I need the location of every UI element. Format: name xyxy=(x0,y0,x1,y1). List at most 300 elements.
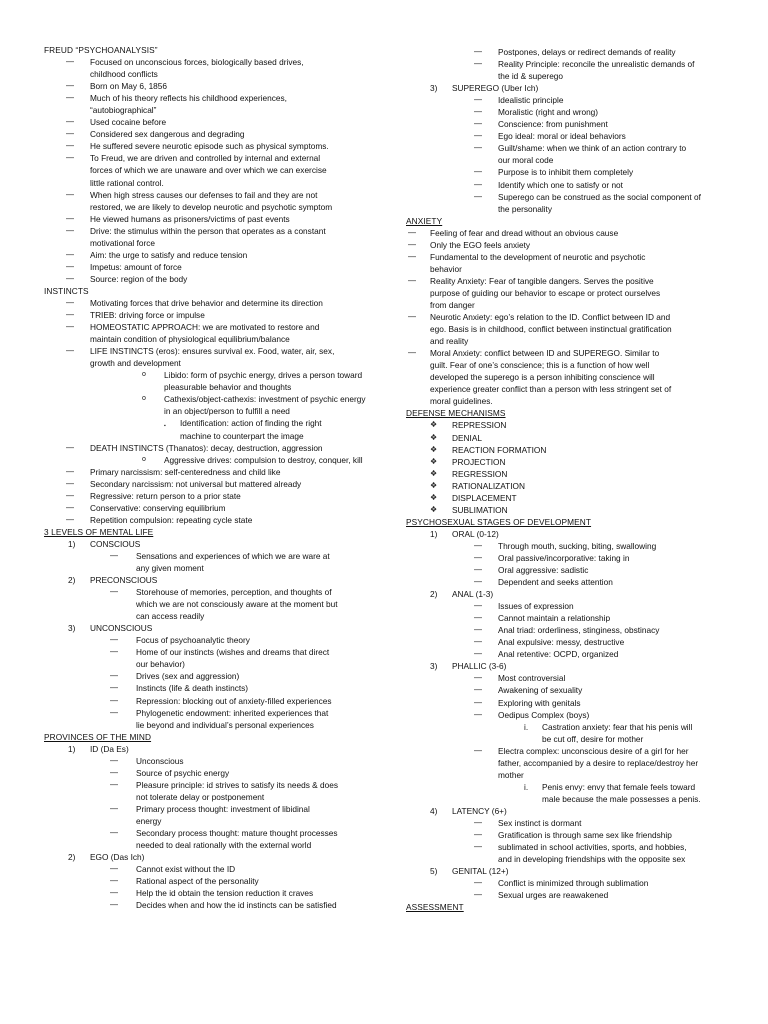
left-column xyxy=(44,44,394,911)
list-marker: — xyxy=(474,830,482,840)
list-item-text: REPRESSION xyxy=(452,420,507,431)
list-item-line xyxy=(44,670,394,682)
list-item-line xyxy=(406,745,728,757)
list-item-text: Postpones, delays or redirect demands of reality xyxy=(498,47,676,57)
diamond-bullet-icon: ❖ xyxy=(430,444,438,454)
list-item-text: father, accompanied by a desire to replace/destroy her xyxy=(498,757,699,768)
list-item-line xyxy=(406,94,728,106)
list-item-line xyxy=(44,839,394,851)
list-item-line xyxy=(406,624,728,636)
list-item-text: PROJECTION xyxy=(452,456,506,467)
list-item-text: Identify which one to satisfy or not xyxy=(498,179,623,190)
list-item-line xyxy=(44,791,394,803)
list-marker: — xyxy=(66,117,74,127)
list-marker: — xyxy=(474,552,482,562)
list-item-line xyxy=(44,803,394,815)
list-item-line xyxy=(44,225,394,237)
list-item-text: Conscience: from punishment xyxy=(498,119,608,130)
list-item-text: Idealistic principle xyxy=(498,95,564,106)
list-item-text: Issues of expression xyxy=(498,601,574,612)
list-marker: — xyxy=(66,478,74,488)
list-item-line xyxy=(44,695,394,707)
list-item-line xyxy=(44,333,394,345)
list-item-line xyxy=(44,213,394,225)
list-marker: — xyxy=(66,490,74,500)
list-marker: — xyxy=(110,671,118,681)
list-marker: — xyxy=(66,310,74,320)
list-item-text: UNCONSCIOUS xyxy=(90,623,153,634)
list-item-line xyxy=(44,189,394,201)
list-marker: — xyxy=(110,876,118,886)
list-item-text: DEATH INSTINCTS (Thanatos): decay, destruction, aggression xyxy=(90,442,323,453)
list-item-text: Only the EGO feels anxiety xyxy=(430,239,531,250)
list-item-text: Pleasure principle: id strives to satisfy its needs & does xyxy=(136,779,338,790)
section-heading: ANXIETY xyxy=(406,215,443,226)
list-marker: — xyxy=(474,745,482,755)
list-item-text: Most controversial xyxy=(498,673,566,684)
list-item-line xyxy=(44,454,394,466)
list-item-text: forces of which we are unaware and over which we can exercise xyxy=(90,165,327,176)
list-item-text: Reality Principle: reconcile the unrealistic demands of xyxy=(498,59,695,70)
list-item-text: Focus of psychoanalytic theory xyxy=(136,635,250,646)
list-item-text: Anal expulsive: messy, destructive xyxy=(498,637,625,648)
list-item-text: Sensations and experiences of which we are ware at xyxy=(136,550,330,561)
list-marker: — xyxy=(474,613,482,623)
section-heading: DEFENSE MECHANISMS xyxy=(406,408,506,419)
list-marker: — xyxy=(408,348,416,358)
list-item-text: not tolerate delay or postponement xyxy=(136,791,265,802)
list-item-text: lie beyond and individual’s personal experiences xyxy=(136,719,314,730)
list-marker: — xyxy=(66,502,74,512)
section-heading: FREUD “PSYCHOANALYSIS” xyxy=(44,45,158,55)
list-marker: 3) xyxy=(68,623,76,634)
list-item-text: He suffered severe neurotic episode such as physical symptoms. xyxy=(90,141,329,152)
list-item-text: in an object/person to fulfill a need xyxy=(164,406,290,417)
diamond-bullet-icon: ❖ xyxy=(430,468,438,478)
list-item-line xyxy=(44,237,394,249)
list-item-line xyxy=(406,672,728,684)
list-item-line xyxy=(406,58,728,70)
list-marker: — xyxy=(474,601,482,611)
list-marker: — xyxy=(474,697,482,707)
list-item-text: Storehouse of memories, perception, and thoughts of xyxy=(136,587,332,598)
list-marker: — xyxy=(474,878,482,888)
list-item-line xyxy=(44,128,394,140)
list-item-line xyxy=(406,239,728,251)
list-item-text: Rational aspect of the personality xyxy=(136,876,259,887)
list-item-line xyxy=(44,140,394,152)
list-marker: — xyxy=(110,864,118,874)
list-item-line xyxy=(44,249,394,261)
list-item-text: Exploring with genitals xyxy=(498,697,581,708)
list-item-text: Much of his theory reflects his childhood experiences, xyxy=(90,93,287,104)
list-item-text: Aggressive drives: compulsion to destroy, conquer, kill xyxy=(164,454,363,465)
list-item-line xyxy=(406,142,728,154)
list-marker: — xyxy=(110,888,118,898)
list-marker: 5) xyxy=(430,866,438,877)
list-item-text: Moral Anxiety: conflict between ID and SUPEREGO. Similar to xyxy=(430,348,660,359)
list-marker: — xyxy=(474,59,482,69)
list-marker: — xyxy=(408,275,416,285)
list-item-text: He viewed humans as prisoners/victims of past events xyxy=(90,213,290,224)
list-item-line xyxy=(44,309,394,321)
list-marker: — xyxy=(474,540,482,550)
list-marker: — xyxy=(110,767,118,777)
list-marker: — xyxy=(474,649,482,659)
list-item-line xyxy=(44,345,394,357)
list-item-text: pleasurable behavior and thoughts xyxy=(164,382,292,393)
list-item-text: Gratification is through same sex like friendship xyxy=(498,830,672,841)
list-item-text: ego. Basis is in childhood, conflict between instinctual gratification xyxy=(430,324,672,335)
list-item-line xyxy=(44,273,394,285)
list-item-line xyxy=(406,877,728,889)
list-item-text: Purpose is to inhibit them completely xyxy=(498,167,634,178)
list-marker: 1) xyxy=(68,538,76,549)
list-item-text: Focused on unconscious forces, biologically based drives, xyxy=(90,57,304,68)
list-item-line xyxy=(406,805,728,817)
list-item-line xyxy=(406,781,728,793)
list-item-line xyxy=(406,889,728,901)
section-heading: PROVINCES OF THE MIND xyxy=(44,731,152,742)
list-marker: — xyxy=(66,261,74,271)
list-marker: 2) xyxy=(430,589,438,600)
list-item-text: any given moment xyxy=(136,563,204,574)
list-item-text: mother xyxy=(498,769,524,780)
list-item-line xyxy=(44,92,394,104)
list-marker: 3) xyxy=(430,83,438,94)
list-item-line xyxy=(406,588,728,600)
list-item-text: Cannot maintain a relationship xyxy=(498,613,611,624)
list-marker: — xyxy=(110,635,118,645)
list-marker: — xyxy=(474,143,482,153)
list-marker: — xyxy=(110,647,118,657)
list-item-line xyxy=(44,466,394,478)
list-item-line xyxy=(44,851,394,863)
list-item-line xyxy=(406,299,728,311)
diamond-bullet-icon: ❖ xyxy=(430,456,438,466)
list-item-text: Oedipus Complex (boys) xyxy=(498,709,590,720)
list-marker: — xyxy=(66,442,74,452)
list-item-text: Libido: form of psychic energy, drives a person toward xyxy=(164,370,363,381)
list-marker: — xyxy=(66,189,74,199)
list-item-line xyxy=(44,297,394,309)
list-item-line xyxy=(44,104,394,116)
list-item-line xyxy=(406,419,728,431)
diamond-bullet-icon: ❖ xyxy=(430,432,438,442)
list-item-text: machine to counterpart the image xyxy=(180,430,304,441)
section-heading: 3 LEVELS OF MENTAL LIFE xyxy=(44,526,154,537)
list-item-line xyxy=(406,251,728,263)
list-item-line xyxy=(44,743,394,755)
list-item-text: ORAL (0-12) xyxy=(452,528,499,539)
list-item-line xyxy=(44,369,394,381)
list-item-line xyxy=(406,865,728,877)
list-item-line xyxy=(44,634,394,646)
list-item-line xyxy=(44,767,394,779)
list-item-text: Home of our instincts (wishes and dreams that direct xyxy=(136,647,330,658)
list-item-line xyxy=(406,118,728,130)
list-item-line xyxy=(406,154,728,166)
list-item-text: Neurotic Anxiety: ego’s relation to the ID. Conflict between ID and xyxy=(430,312,671,323)
list-item-line xyxy=(406,721,728,733)
list-item-line xyxy=(44,116,394,128)
list-item-line xyxy=(44,598,394,610)
list-item-line xyxy=(44,622,394,634)
list-marker: — xyxy=(110,755,118,765)
list-item-line xyxy=(406,733,728,745)
list-item-text: Oral passive/incorporative: taking in xyxy=(498,552,630,563)
list-item-text: DISPLACEMENT xyxy=(452,492,517,503)
list-marker: — xyxy=(408,251,416,261)
list-marker: — xyxy=(66,346,74,356)
list-item-text: Repetition compulsion: repeating cycle state xyxy=(90,514,253,525)
list-item-line xyxy=(44,779,394,791)
list-marker: — xyxy=(474,625,482,635)
list-item-text: Feeling of fear and dread without an obvious cause xyxy=(430,227,619,238)
list-item-text: male because the male possesses a penis. xyxy=(542,793,701,804)
list-item-text: PRECONSCIOUS xyxy=(90,575,158,586)
list-item-text: our behavior) xyxy=(136,659,185,670)
list-item-line xyxy=(406,504,728,516)
list-item-text: ANAL (1-3) xyxy=(452,589,494,600)
list-item-text: “autobiographical” xyxy=(90,105,157,116)
list-item-line xyxy=(44,646,394,658)
list-item-text: restored, we are likely to develop neurotic and psychotic symptom xyxy=(90,201,333,212)
list-marker: — xyxy=(110,550,118,560)
list-item-text: Help the id obtain the tension reduction it craves xyxy=(136,888,314,899)
list-item-line xyxy=(44,815,394,827)
list-item-line xyxy=(44,177,394,189)
list-marker: — xyxy=(474,673,482,683)
list-item-line xyxy=(44,478,394,490)
list-marker: — xyxy=(110,695,118,705)
list-marker: — xyxy=(474,685,482,695)
list-item-line xyxy=(44,261,394,273)
list-item-line xyxy=(44,80,394,92)
list-item-text: can access readily xyxy=(136,611,205,622)
list-item-text: Primary narcissism: self-centeredness and child like xyxy=(90,466,281,477)
list-item-text: Awakening of sexuality xyxy=(498,685,583,696)
list-item-text: Anal retentive: OCPD, organized xyxy=(498,649,619,660)
list-marker: — xyxy=(110,587,118,597)
list-item-text: REACTION FORMATION xyxy=(452,444,547,455)
list-item-text: Cathexis/object-cathexis: investment of psychic energy xyxy=(164,394,366,405)
list-item-text: experience greater conflict than a person with less stringent set of xyxy=(430,384,672,395)
list-item-text: Regressive: return person to a prior state xyxy=(90,490,241,501)
list-marker: — xyxy=(66,81,74,91)
list-item-line xyxy=(406,311,728,323)
list-item-text: RATIONALIZATION xyxy=(452,480,525,491)
list-marker: — xyxy=(408,227,416,237)
list-item-line xyxy=(406,492,728,504)
list-item-line xyxy=(406,564,728,576)
list-item-line xyxy=(44,755,394,767)
list-marker: — xyxy=(474,191,482,201)
list-item-text: growth and development xyxy=(90,358,181,369)
list-item-line xyxy=(44,863,394,875)
list-item-text: PHALLIC (3-6) xyxy=(452,661,507,672)
list-marker: — xyxy=(474,179,482,189)
list-item-line xyxy=(406,600,728,612)
list-item-line xyxy=(44,707,394,719)
list-item-line xyxy=(406,106,728,118)
list-marker: 4) xyxy=(430,805,438,816)
list-item-text: Born on May 6, 1856 xyxy=(90,81,168,92)
list-item-text: SUPEREGO (Uber Ich) xyxy=(452,83,539,94)
list-item-text: ID (Da Es) xyxy=(90,743,129,754)
list-item-line xyxy=(406,371,728,383)
list-item-text: little rational control. xyxy=(90,177,164,188)
list-item-text: HOMEOSTATIC APPROACH: we are motivated to restore and xyxy=(90,322,320,333)
list-item-text: Superego can be construed as the social component of xyxy=(498,191,701,202)
list-item-text: Source of psychic energy xyxy=(136,767,230,778)
list-item-line xyxy=(44,56,394,68)
list-item-text: Phylogenetic endowment: inherited experiences that xyxy=(136,707,329,718)
list-item-text: moral guidelines. xyxy=(430,396,493,407)
list-item-line xyxy=(406,275,728,287)
list-item-line xyxy=(406,817,728,829)
list-item-text: Considered sex dangerous and degrading xyxy=(90,129,245,140)
list-item-line xyxy=(406,323,728,335)
list-item-line xyxy=(44,827,394,839)
list-item-text: TRIEB: driving force or impulse xyxy=(90,310,205,321)
list-marker: — xyxy=(66,213,74,223)
list-item-text: GENITAL (12+) xyxy=(452,866,509,877)
list-item-line xyxy=(406,432,728,444)
list-item-line xyxy=(44,682,394,694)
list-item-text: Impetus: amount of force xyxy=(90,261,182,272)
list-marker: ▪ xyxy=(164,423,166,430)
list-item-text: Instincts (life & death instincts) xyxy=(136,683,249,694)
list-marker: 2) xyxy=(68,575,76,586)
list-marker: — xyxy=(474,818,482,827)
list-marker: — xyxy=(110,900,118,910)
list-item-text: Through mouth, sucking, biting, swallowing xyxy=(498,540,657,551)
list-item-text: Aim: the urge to satisfy and reduce tension xyxy=(90,249,248,260)
list-item-text: Dependent and seeks attention xyxy=(498,577,613,588)
list-item-line xyxy=(44,514,394,526)
list-item-line xyxy=(406,540,728,552)
list-item-line xyxy=(44,658,394,670)
list-marker: — xyxy=(408,239,416,249)
list-item-text: Decides when and how the id instincts can be satisfied xyxy=(136,900,337,911)
list-item-line xyxy=(406,636,728,648)
list-item-line xyxy=(406,480,728,492)
section-heading: PSYCHOSEXUAL STAGES OF DEVELOPMENT xyxy=(406,516,592,527)
section-heading: INSTINCTS xyxy=(44,285,89,296)
list-marker: — xyxy=(474,47,482,56)
list-item-text: needed to deal rationally with the external world xyxy=(136,840,312,851)
list-item-line xyxy=(44,719,394,731)
list-item-line xyxy=(406,359,728,371)
list-item-text: Identification: action of finding the right xyxy=(180,418,322,429)
list-item-text: Secondary process thought: mature thought processes xyxy=(136,828,338,839)
list-item-text: from danger xyxy=(430,299,475,310)
list-item-line xyxy=(406,70,728,82)
list-marker: 1) xyxy=(430,528,438,539)
list-item-text: and reality xyxy=(430,336,469,347)
list-item-line xyxy=(406,287,728,299)
diamond-bullet-icon: ❖ xyxy=(430,480,438,490)
list-item-line xyxy=(406,179,728,191)
list-item-text: guilt. Fear of one’s conscience; this is a function of how well xyxy=(430,360,650,371)
diamond-bullet-icon: ❖ xyxy=(430,504,438,514)
list-marker: — xyxy=(66,273,74,283)
list-marker: — xyxy=(474,890,482,900)
list-item-line xyxy=(406,552,728,564)
list-item-line xyxy=(406,444,728,456)
list-item-text: Unconscious xyxy=(136,755,184,766)
list-item-text: maintain condition of physiological equilibrium/balance xyxy=(90,334,290,345)
list-item-text: EGO (Das Ich) xyxy=(90,852,145,863)
list-marker: — xyxy=(110,683,118,693)
list-item-line xyxy=(44,490,394,502)
list-item-text: Sexual urges are reawakened xyxy=(498,890,609,901)
list-marker: — xyxy=(474,119,482,129)
list-item-text: Anal triad: orderliness, stinginess, obstinacy xyxy=(498,625,660,636)
list-marker: — xyxy=(474,565,482,575)
list-item-text: Guilt/shame: when we think of an action contrary to xyxy=(498,143,687,154)
list-item-line xyxy=(406,829,728,841)
list-item-text: Repression: blocking out of anxiety-filled experiences xyxy=(136,695,332,706)
list-item-line xyxy=(44,574,394,586)
list-item-text: Reality Anxiety: Fear of tangible dangers. Serves the positive xyxy=(430,275,654,286)
list-item-text: developed the superego is a person inhibiting conscience will xyxy=(430,372,655,383)
list-item-text: CONSCIOUS xyxy=(90,538,141,549)
list-item-line xyxy=(44,610,394,622)
list-item-text: energy xyxy=(136,816,162,826)
list-item-line xyxy=(44,875,394,887)
list-marker: — xyxy=(110,707,118,717)
list-item-line xyxy=(406,576,728,588)
right-column xyxy=(406,46,728,913)
list-marker: — xyxy=(474,709,482,719)
list-marker: i. xyxy=(524,721,529,732)
list-item-text: motivational force xyxy=(90,237,156,248)
list-item-text: Ego ideal: moral or ideal behaviors xyxy=(498,131,626,142)
list-item-text: purpose of guiding our behavior to escape or protect ourselves xyxy=(430,287,661,298)
list-item-line xyxy=(44,68,394,80)
list-item-text: LIFE INSTINCTS (eros): ensures survival ex. Food, water, air, sex, xyxy=(90,346,335,357)
list-item-line xyxy=(406,468,728,480)
list-item-text: sublimated in school activities, sports, and hobbies, xyxy=(498,842,687,853)
list-item-line xyxy=(406,166,728,178)
list-marker: — xyxy=(474,637,482,647)
list-item-text: Moralistic (right and wrong) xyxy=(498,107,599,118)
list-marker: — xyxy=(474,577,482,587)
list-item-text: Oral aggressive: sadistic xyxy=(498,565,589,576)
list-item-line xyxy=(406,697,728,709)
diamond-bullet-icon: ❖ xyxy=(430,420,438,430)
list-item-line xyxy=(44,538,394,550)
list-marker: — xyxy=(66,153,74,163)
section-heading: ASSESSMENT xyxy=(406,902,464,913)
list-marker: 1) xyxy=(68,743,76,754)
list-item-text: Conservative: conserving equilibrium xyxy=(90,502,226,513)
list-item-text: Primary process thought: investment of libidinal xyxy=(136,803,310,814)
list-marker: — xyxy=(66,322,74,332)
list-item-text: DENIAL xyxy=(452,432,482,443)
list-item-line xyxy=(44,586,394,598)
list-item-line xyxy=(44,430,394,442)
list-item-line xyxy=(406,684,728,696)
list-item-text: behavior xyxy=(430,263,462,274)
list-item-line xyxy=(44,899,394,911)
list-marker: — xyxy=(474,107,482,117)
list-item-text: SUBLIMATION xyxy=(452,504,508,515)
list-marker: 3) xyxy=(430,661,438,672)
list-marker: — xyxy=(66,141,74,151)
